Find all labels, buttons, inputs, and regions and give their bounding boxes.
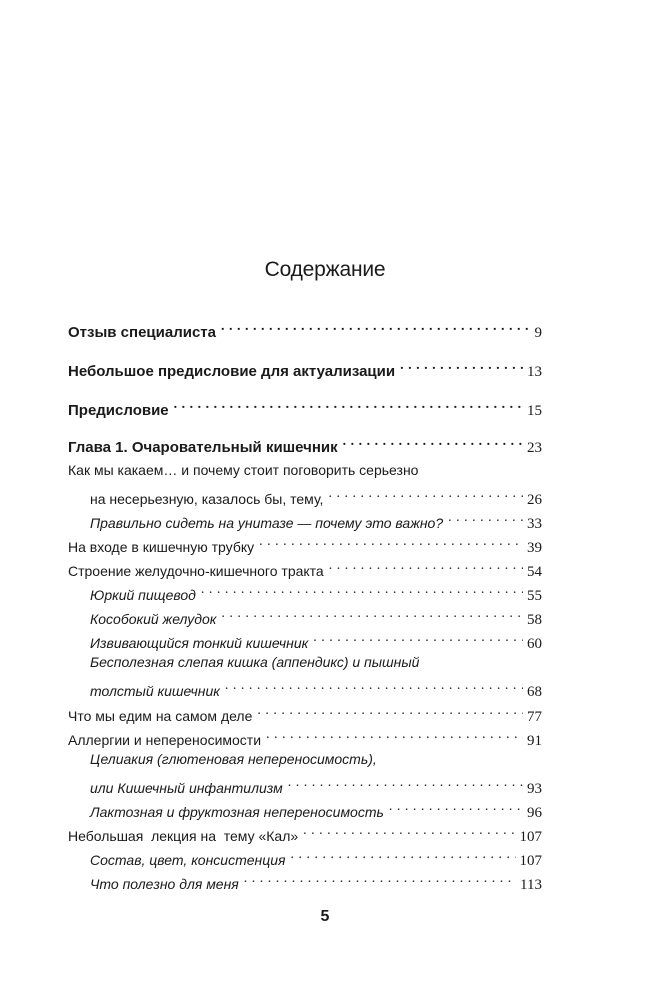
page-number: 5 bbox=[320, 908, 330, 925]
dot-leader bbox=[221, 604, 523, 624]
toc-entry[interactable] bbox=[90, 508, 542, 534]
page-title: Содержание bbox=[264, 258, 386, 281]
toc-entry-label: Правильно сидеть на унитазе — почему это важно? bbox=[90, 515, 444, 531]
toc-entry-label: На входе в кишечную трубку bbox=[68, 539, 255, 555]
toc-entry-label: Небольшая лекция на тему «Кал» bbox=[68, 828, 299, 844]
dot-leader bbox=[201, 580, 523, 600]
toc-entry[interactable] bbox=[68, 317, 542, 343]
toc-entry[interactable] bbox=[90, 797, 542, 823]
toc-entry-label: Предисловие bbox=[68, 402, 169, 419]
toc-page-number: 96 bbox=[527, 805, 542, 821]
toc-page-number: 39 bbox=[527, 540, 542, 556]
toc-entry-label: Небольшое предисловие для актуализации bbox=[68, 363, 396, 380]
toc-entry-label: Юркий пищевод bbox=[90, 587, 196, 603]
dot-leader bbox=[288, 773, 523, 793]
toc-page-number: 33 bbox=[527, 516, 542, 532]
toc-page-number: 107 bbox=[519, 829, 542, 845]
toc-entry-label: Аллергии и непереносимости bbox=[68, 732, 262, 748]
toc-entry-label: или Кишечный инфантилизм bbox=[90, 780, 283, 796]
toc-entry-label: толстый кишечник bbox=[90, 683, 220, 699]
dot-leader bbox=[303, 821, 515, 841]
toc-entry[interactable] bbox=[90, 676, 542, 702]
toc-entry-label: Строение желудочно-кишечного тракта bbox=[68, 563, 324, 579]
dot-leader bbox=[400, 356, 523, 376]
toc-entry[interactable] bbox=[68, 821, 542, 847]
dot-leader bbox=[328, 484, 523, 504]
toc-page-number: 77 bbox=[527, 709, 542, 725]
toc-entry[interactable] bbox=[90, 604, 542, 630]
toc-page-number: 107 bbox=[519, 853, 542, 869]
dot-leader bbox=[259, 532, 523, 552]
toc-page-number: 55 bbox=[527, 588, 542, 604]
dot-leader bbox=[244, 869, 516, 889]
toc-entry-label: Кособокий желудок bbox=[90, 611, 217, 627]
toc-page-number: 68 bbox=[527, 684, 542, 700]
toc-page-number: 26 bbox=[527, 492, 542, 508]
dot-leader bbox=[313, 628, 523, 648]
toc-entry[interactable] bbox=[68, 532, 542, 558]
toc-entry[interactable] bbox=[68, 356, 542, 382]
toc-entry-label-line1: Как мы какаем… и почему стоит поговорить серьезно bbox=[68, 462, 419, 478]
toc-page-number: 9 bbox=[534, 325, 542, 341]
toc-entry[interactable] bbox=[68, 395, 542, 421]
toc-page-number: 13 bbox=[527, 364, 542, 380]
toc-page-number: 54 bbox=[527, 564, 542, 580]
toc-entry[interactable] bbox=[90, 845, 542, 871]
dot-leader bbox=[343, 432, 523, 452]
toc-entry-label: Состав, цвет, консистенция bbox=[90, 852, 286, 868]
toc-entry[interactable] bbox=[90, 773, 542, 799]
toc-entry[interactable] bbox=[90, 580, 542, 606]
dot-leader bbox=[221, 317, 531, 337]
toc-page-number: 15 bbox=[527, 403, 542, 419]
dot-leader bbox=[329, 556, 523, 576]
toc-entry-label: Что мы едим на самом деле bbox=[68, 708, 253, 724]
toc-entry-label: Лактозная и фруктозная непереносимость bbox=[90, 804, 384, 820]
toc-page-number: 58 bbox=[527, 612, 542, 628]
dot-leader bbox=[448, 508, 523, 528]
dot-leader bbox=[266, 725, 523, 745]
toc-entry-label-line1: Целиакия (глютеновая непереносимость), bbox=[90, 751, 377, 767]
toc-entry-label: Отзыв специалиста bbox=[68, 324, 216, 341]
toc-entry[interactable] bbox=[68, 725, 542, 751]
dot-leader bbox=[225, 676, 523, 696]
toc-entry-label-line1: Бесполезная слепая кишка (аппендикс) и пышный bbox=[90, 654, 420, 670]
toc-page-number: 113 bbox=[520, 877, 542, 893]
toc-entry-label: на несерьезную, казалось бы, тему, bbox=[90, 491, 324, 507]
toc-entry[interactable] bbox=[90, 628, 542, 654]
toc-page-number: 91 bbox=[527, 733, 542, 749]
toc-entry-label: Глава 1. Очаровательный кишечник bbox=[68, 439, 338, 456]
toc-entry[interactable] bbox=[68, 432, 542, 458]
toc-page-number: 60 bbox=[527, 636, 542, 652]
toc-entry[interactable] bbox=[68, 701, 542, 727]
toc-entry[interactable] bbox=[90, 869, 542, 895]
toc-entry-label: Что полезно для меня bbox=[90, 876, 239, 892]
dot-leader bbox=[389, 797, 523, 817]
toc-entry[interactable] bbox=[68, 556, 542, 582]
dot-leader bbox=[174, 395, 523, 415]
dot-leader bbox=[291, 845, 516, 865]
toc-entry-label: Извивающийся тонкий кишечник bbox=[90, 635, 309, 651]
dot-leader bbox=[257, 701, 523, 721]
toc-page-number: 23 bbox=[527, 440, 542, 456]
toc-page-number: 93 bbox=[527, 781, 542, 797]
toc-entry[interactable] bbox=[90, 484, 542, 510]
